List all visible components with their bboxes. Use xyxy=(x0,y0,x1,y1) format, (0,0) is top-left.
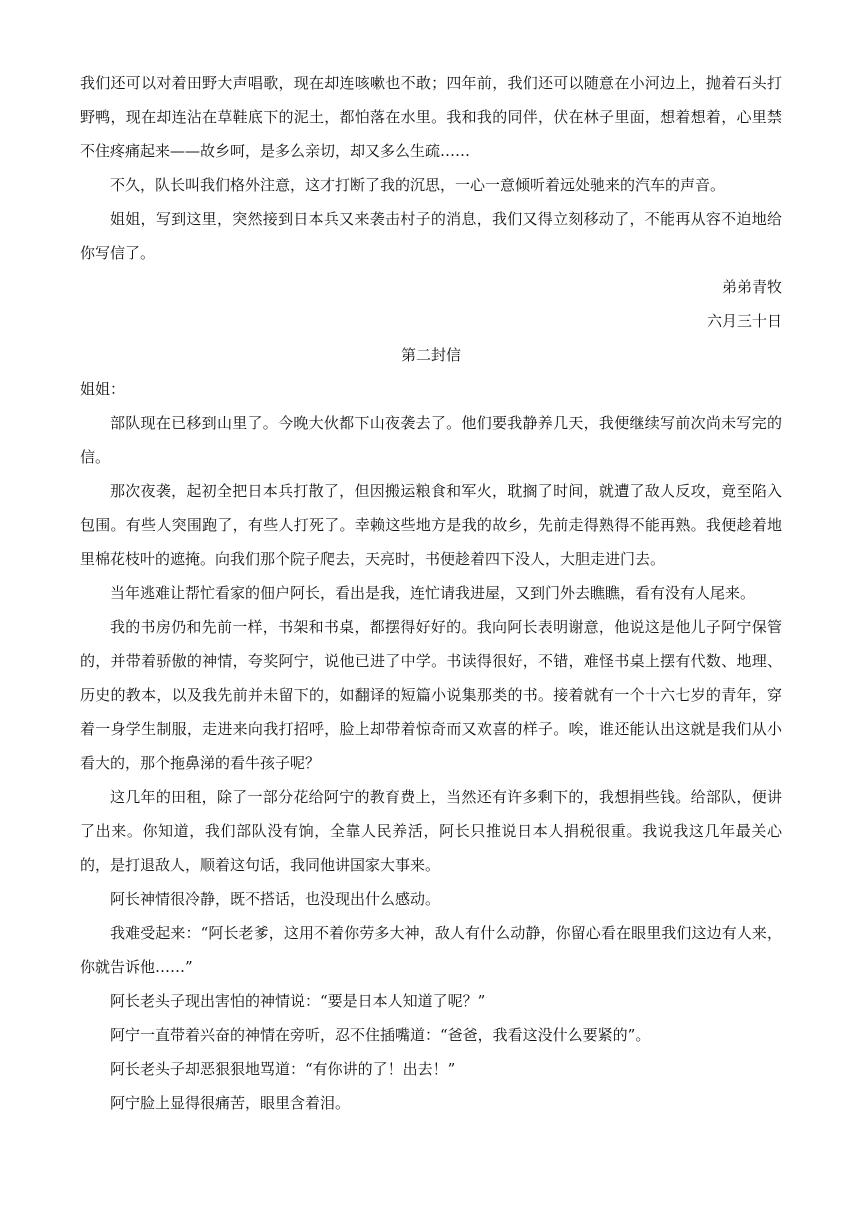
paragraph-14: 阿宁脸上显得很痛苦，眼里含着泪。 xyxy=(110,1094,351,1112)
paragraph-8: 这几年的田租，除了一部分花给阿宁的教育费上，当然还有许多剩下的，我想捐些钱。给部队，便讲了出来。你知道，我们部队没有饷，全靠人民养活，阿长只推说日本人捐税很重。我说我这几年最关心的，是打退敌人，顺着这句话，我同他讲国家大事来。 xyxy=(80,788,782,874)
paragraph-3: 姐姐，写到这里，突然接到日本兵又来袭击村子的消息，我们又得立刻移动了，不能再从容不迫地给你写信了。 xyxy=(80,210,782,262)
paragraph-5: 那次夜袭，起初全把日本兵打散了，但因搬运粮食和军火，耽搁了时间，就遭了敌人反攻，竟至陷入包围。有些人突围跑了，有些人打死了。幸赖这些地方是我的故乡，先前走得熟得不能再熟。我便趁着地里棉花枝叶的遮掩。向我们那个院子爬去，天亮时，书便趁着四下没人，大胆走进门去。 xyxy=(80,482,782,568)
signature: 弟弟青牧 xyxy=(721,278,782,296)
section-heading: 第二封信 xyxy=(400,346,461,364)
salutation: 姐姐： xyxy=(80,380,126,398)
letter-date: 六月三十日 xyxy=(706,312,782,330)
document-page xyxy=(80,66,782,1120)
paragraph-1: 我们还可以对着田野大声唱歌，现在却连咳嗽也不敢；四年前，我们还可以随意在小河边上，抛着石头打野鸭，现在却连沾在草鞋底下的泥土，都怕落在水里。我和我的同伴，伏在林子里面，想着想着，心里禁不住疼痛起来——故乡呵，是多么亲切，却又多么生疏…… xyxy=(80,74,782,160)
paragraph-4: 部队现在已移到山里了。今晚大伙都下山夜袭去了。他们要我静养几天，我便继续写前次尚未写完的信。 xyxy=(80,414,782,466)
paragraph-10: 我难受起来：“阿长老爹，这用不着你劳多大神，敌人有什么动静，你留心看在眼里我们这边有人来，你就告诉他……” xyxy=(80,924,782,976)
paragraph-2: 不久，队长叫我们格外注意，这才打断了我的沉思，一心一意倾听着远处驰来的汽车的声音。 xyxy=(110,176,726,194)
paragraph-12: 阿宁一直带着兴奋的神情在旁听，忍不住插嘴道：“爸爸，我看这没什么要紧的”。 xyxy=(110,1026,651,1044)
paragraph-13: 阿长老头子却恶狠狠地骂道：“有你讲的了！出去！” xyxy=(110,1060,456,1078)
paragraph-6: 当年逃难让帮忙看家的佃户阿长，看出是我，连忙请我进屋，又到门外去瞧瞧，看有没有人尾来。 xyxy=(110,584,756,602)
paragraph-9: 阿长神情很冷静，既不搭话，也没现出什么感动。 xyxy=(110,890,441,908)
paragraph-11: 阿长老头子现出害怕的神情说：“要是日本人知道了呢？” xyxy=(110,992,486,1010)
paragraph-7: 我的书房仍和先前一样，书架和书桌，都摆得好好的。我向阿长表明谢意，他说这是他儿子阿宁保管的，并带着骄傲的神情，夸奖阿宁，说他已进了中学。书读得很好，不错，难怪书桌上摆有代数、地理、历史的教本，以及我先前并未留下的，如翻译的短篇小说集那类的书。接着就有一个十六七岁的青年，穿着一身学生制服，走进来向我打招呼，脸上却带着惊奇而又欢喜的样子。唉，谁还能认出这就是我们从小看大的，那个拖鼻涕的看牛孩子呢？ xyxy=(80,618,782,772)
